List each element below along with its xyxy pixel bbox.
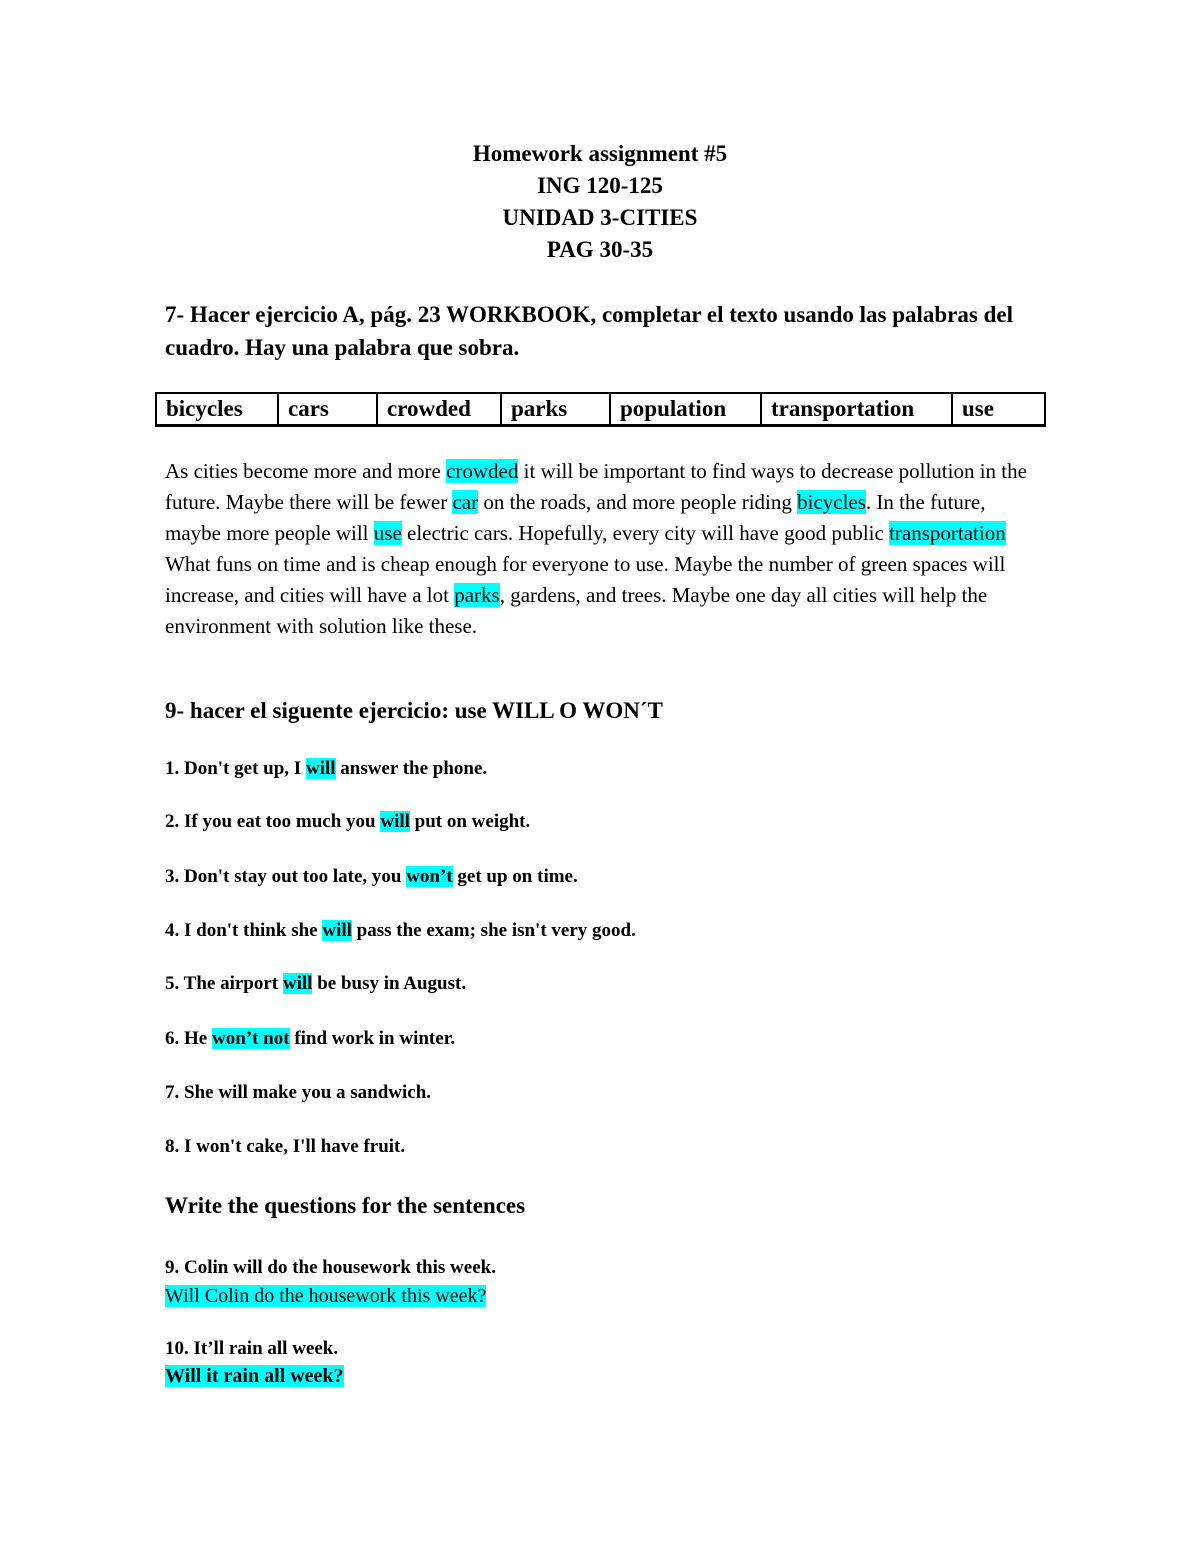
filled-answer: use: [373, 521, 402, 545]
exercise9-item: [165, 756, 487, 782]
filled-answer: crowded: [446, 459, 519, 483]
filled-answer: car: [452, 490, 479, 514]
item-text: 8. I won't cake, I'll have fruit.: [165, 1136, 406, 1157]
para-text: it will be important to find ways to decrease pollution in the future. Maybe there will be fewer: [165, 459, 1027, 514]
exercise9-item: [165, 864, 578, 890]
item-text: 1. Don't get up, I: [165, 758, 306, 779]
exercise7-instruction: 7- Hacer ejercicio A, pág. 23 WORKBOOK, completar el texto usando las palabras del cuadro. Hay una palabra que sobra.: [165, 302, 1013, 360]
word-box: [155, 392, 1046, 427]
word-box-cell: cars: [278, 393, 377, 426]
word-box-cell: parks: [501, 393, 610, 426]
exercise9-item: [165, 1026, 455, 1052]
word-box-cell: transportation: [761, 393, 952, 426]
para-text: electric cars. Hopefully, every city will have good public: [401, 521, 890, 545]
item-answer: will: [322, 920, 352, 941]
unit-title: UNIDAD 3-CITIES: [502, 205, 698, 230]
word-box-cell: use: [952, 393, 1045, 426]
answer-highlight: Will it rain all week?: [165, 1365, 344, 1387]
word-box-cell: population: [610, 393, 761, 426]
questions-heading: Write the questions for the sentences: [165, 1193, 526, 1218]
filled-answer: transportation: [889, 521, 1006, 545]
para-text: As cities become more and more: [165, 459, 447, 483]
item-answer: will: [282, 973, 313, 994]
item-text: 7. She will make you a sandwich.: [165, 1082, 432, 1103]
para-text: on the roads, and more people riding: [478, 490, 798, 514]
item-answer: will: [305, 758, 336, 779]
exercise9-item: [165, 918, 636, 944]
title-block: [0, 138, 1200, 266]
item-text: 2. If you eat too much you: [165, 811, 381, 832]
page-range: PAG 30-35: [546, 237, 654, 262]
exercise7-paragraph: [165, 456, 1045, 642]
item-text: get up on time.: [452, 866, 578, 887]
item-text: put on weight.: [409, 811, 531, 832]
word-box-cell: bicycles: [156, 393, 278, 426]
para-text: , gardens, and trees. Maybe one day all cities will help the environment with solution like these.: [165, 583, 988, 638]
item-text: be busy in August.: [312, 973, 467, 994]
question-answer: [165, 1283, 486, 1309]
item-answer: will: [380, 811, 410, 832]
item-answer: won’t: [406, 866, 453, 887]
filled-answer: bicycles: [797, 490, 866, 514]
course-code: ING 120-125: [537, 173, 663, 198]
exercise9-item: [165, 1134, 405, 1160]
item-text: pass the exam; she isn't very good.: [351, 920, 636, 941]
question-sentence: 10. It’ll rain all week.: [165, 1338, 339, 1359]
answer-highlight: Will Colin do the housework this week?: [165, 1285, 487, 1307]
word-box-cell: crowded: [377, 393, 501, 426]
item-text: 6. He: [165, 1028, 212, 1049]
exercise9-heading: 9- hacer el siguente ejercicio: use WILL O WON´T: [165, 698, 663, 723]
question-answer: [165, 1363, 344, 1389]
exercise9-item: [165, 809, 530, 835]
item-answer: won’t not: [211, 1028, 290, 1049]
item-text: answer the phone.: [335, 758, 488, 779]
exercise9-item: [165, 1080, 431, 1106]
item-text: 5. The airport: [165, 973, 283, 994]
para-text: What funs on time and is cheap enough for everyone to use. Maybe the number of green spaces will increase, and cities will have a lot: [165, 552, 1006, 607]
item-text: 3. Don't stay out too late, you: [165, 866, 407, 887]
para-text: . In the future, maybe more people will: [165, 490, 986, 545]
question-sentence: 9. Colin will do the housework this week.: [165, 1257, 496, 1278]
filled-answer: parks: [454, 583, 500, 607]
item-text: 4. I don't think she: [165, 920, 323, 941]
exercise9-item: [165, 971, 466, 997]
item-text: find work in winter.: [289, 1028, 456, 1049]
doc-title: Homework assignment #5: [472, 141, 728, 166]
